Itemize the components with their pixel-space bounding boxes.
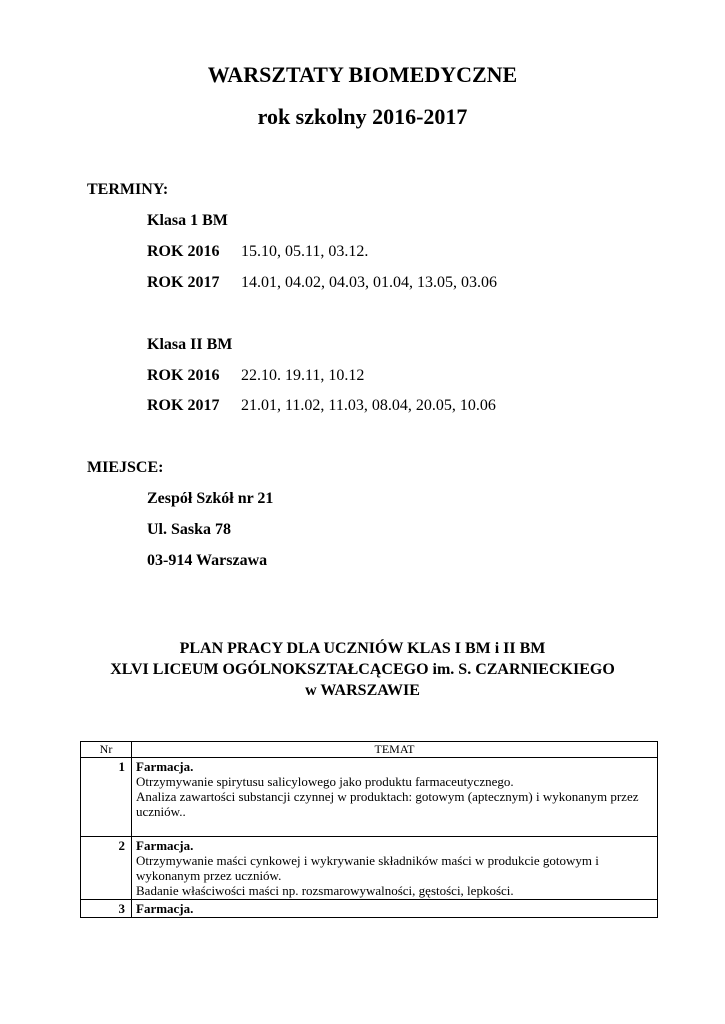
place-heading: MIEJSCE: <box>87 459 164 476</box>
plan-heading <box>0 638 725 701</box>
term-dates: 21.01, 11.02, 11.03, 08.04, 20.05, 10.06 <box>241 397 496 414</box>
place-line: Zespół Szkół nr 21 <box>147 490 274 507</box>
plan-line: XLVI LICEUM OGÓLNOKSZTAŁCĄCEGO im. S. CZARNIECKIEGO <box>110 661 615 678</box>
document-title: WARSZTATY BIOMEDYCZNE <box>207 62 518 87</box>
term-year: ROK 2017 <box>147 274 220 291</box>
table-row <box>81 900 658 918</box>
topic-line: Otrzymywanie maści cynkowej i wykrywanie składników maści w produkcie gotowym i wykonanym przez uczniów. <box>136 853 599 883</box>
term-row <box>147 367 364 385</box>
term-year: ROK 2017 <box>147 397 220 414</box>
topic-line: Otrzymywanie spirytusu salicylowego jako produktu farmaceutycznego. <box>136 774 514 789</box>
document-subtitle: rok szkolny 2016-2017 <box>257 104 468 129</box>
term-dates: 15.10, 05.11, 03.12. <box>241 243 369 260</box>
row-number: 1 <box>81 758 132 837</box>
header-nr: Nr <box>81 742 132 758</box>
place-line: 03-914 Warszawa <box>147 552 268 569</box>
row-topic <box>132 837 658 900</box>
term-dates: 14.01, 04.02, 04.03, 01.04, 13.05, 03.06 <box>241 274 497 291</box>
topics-table <box>80 741 658 918</box>
topic-title: Farmacja. <box>136 838 194 853</box>
term-year: ROK 2016 <box>147 367 220 384</box>
term-row <box>147 243 368 261</box>
table-row <box>81 758 658 837</box>
term-dates: 22.10. 19.11, 10.12 <box>241 367 365 384</box>
topic-line: Badanie właściwości maści np. rozsmarowywalności, gęstości, lepkości. <box>136 883 514 898</box>
row-topic <box>132 900 658 918</box>
term-row <box>147 274 497 292</box>
term-year: ROK 2016 <box>147 243 220 260</box>
row-topic <box>132 758 658 837</box>
header-topic: TEMAT <box>132 742 658 758</box>
topic-title: Farmacja. <box>136 901 194 916</box>
terms-heading: TERMINY: <box>87 181 169 198</box>
table-header-row <box>81 742 658 758</box>
place-line: Ul. Saska 78 <box>147 521 232 538</box>
plan-line: w WARSZAWIE <box>305 682 420 699</box>
topic-line: Analiza zawartości substancji czynnej w produktach: gotowym (aptecznym) i wykonanym przez uczniów.. <box>136 789 639 819</box>
class-name: Klasa II BM <box>147 336 233 353</box>
row-number: 2 <box>81 837 132 900</box>
class-name: Klasa 1 BM <box>147 212 228 229</box>
topic-title: Farmacja. <box>136 759 194 774</box>
row-number: 3 <box>81 900 132 918</box>
plan-line: PLAN PRACY DLA UCZNIÓW KLAS I BM i II BM <box>179 640 546 657</box>
term-row <box>147 397 496 415</box>
table-row <box>81 837 658 900</box>
